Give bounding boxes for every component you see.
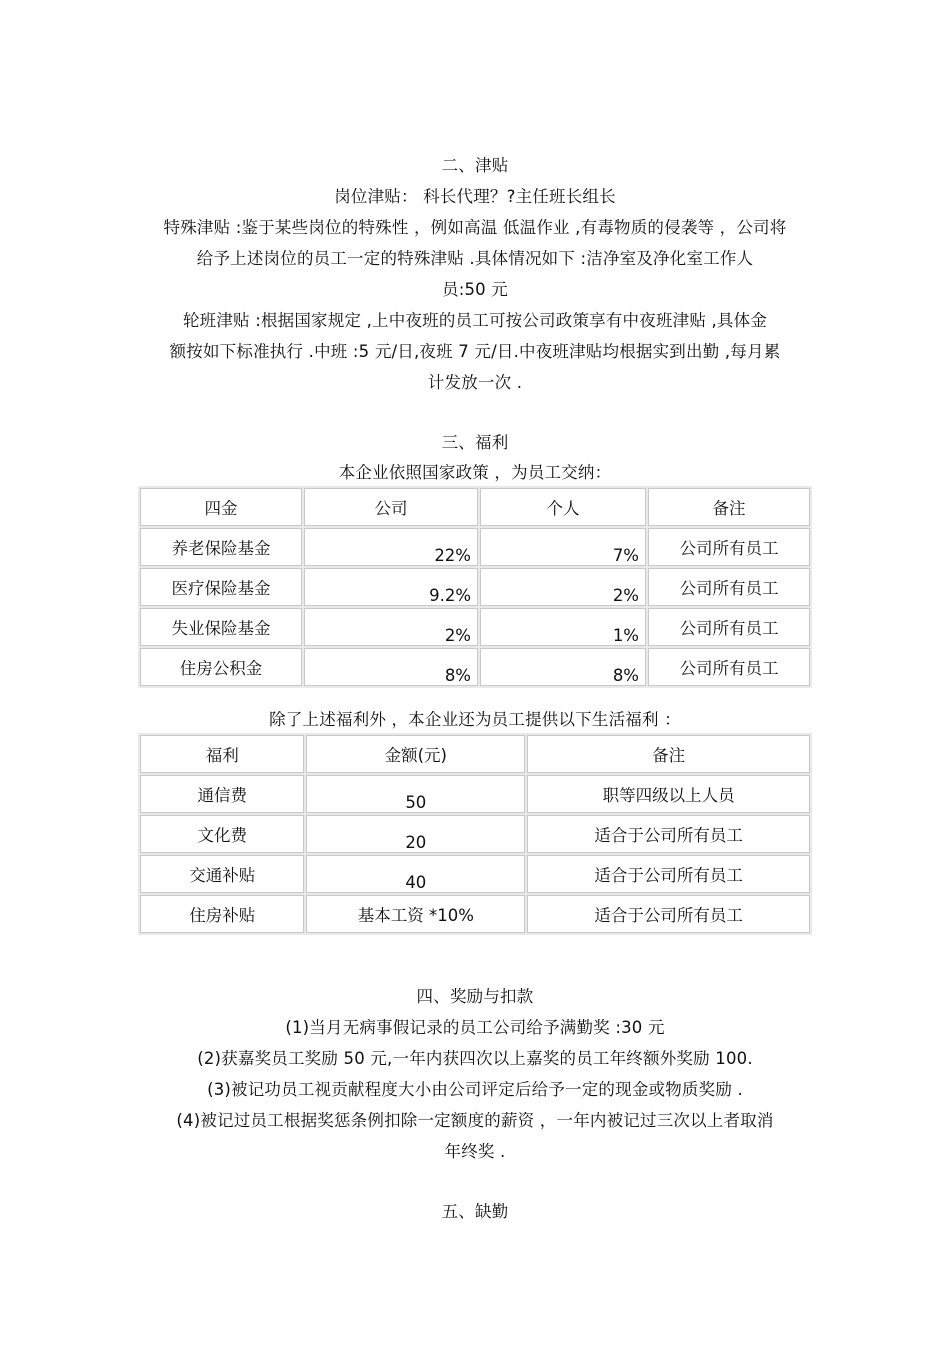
table-cell: 7% xyxy=(480,528,646,566)
table-cell: 8% xyxy=(480,648,646,686)
table-header-cell: 福利 xyxy=(140,735,304,773)
table-cell: 22% xyxy=(304,528,478,566)
table-row xyxy=(140,775,810,813)
paragraph-line: 计发放一次 . xyxy=(427,373,523,392)
table-cell: 50 xyxy=(306,775,525,813)
table-cell: 文化费 xyxy=(140,815,304,853)
welfare-intro-2: 除了上述福利外 ，本企业还为员工提供以下生活福利 ： xyxy=(269,710,681,729)
paragraph-line: 年终奖 . xyxy=(444,1142,506,1161)
table-cell: 9.2% xyxy=(304,568,478,606)
table-cell: 养老保险基金 xyxy=(140,528,302,566)
table-cell: 公司所有员工 xyxy=(648,528,810,566)
table-cell: 适合于公司所有员工 xyxy=(527,895,810,933)
table-cell: 1% xyxy=(480,608,646,646)
table-cell: 基本工资 *10% xyxy=(306,895,525,933)
table-header-cell: 四金 xyxy=(140,488,302,526)
table-row xyxy=(140,815,810,853)
table-header-cell: 公司 xyxy=(304,488,478,526)
table-cell: 公司所有员工 xyxy=(648,608,810,646)
welfare-intro: 本企业依照国家政策 ，为员工交纳： xyxy=(338,463,612,482)
table-row xyxy=(140,855,810,893)
section-heading-welfare: 三、福利 xyxy=(441,433,509,452)
paragraph-line: 员:50 元 xyxy=(442,280,508,299)
table-cell: 2% xyxy=(304,608,478,646)
table-cell: 适合于公司所有员工 xyxy=(527,815,810,853)
table-header-cell: 备注 xyxy=(527,735,810,773)
paragraph-line: 给予上述岗位的员工一定的特殊津贴 .具体情况如下 :洁净室及净化室工作人 xyxy=(196,249,754,268)
table-cell: 交通补贴 xyxy=(140,855,304,893)
table-cell: 公司所有员工 xyxy=(648,568,810,606)
table-cell: 住房补贴 xyxy=(140,895,304,933)
table-cell: 8% xyxy=(304,648,478,686)
insurance-table xyxy=(138,486,812,688)
table-row xyxy=(140,568,810,606)
section-heading-absence: 五、缺勤 xyxy=(441,1202,509,1221)
paragraph-line: 特殊津贴 :鉴于某些岗位的特殊性 ，例如高温 低温作业 ,有毒物质的侵袭等 ，公司将 xyxy=(163,218,787,237)
table-row xyxy=(140,648,810,686)
table-row xyxy=(140,895,810,933)
paragraph-line: 岗位津贴： 科长代理？?主任班长组长 xyxy=(334,187,616,206)
section-heading-allowance: 二、津贴 xyxy=(441,156,509,175)
table-cell: 通信费 xyxy=(140,775,304,813)
paragraph-line: 额按如下标准执行 .中班 :5 元/日,夜班 7 元/日.中夜班津贴均根据实到出勤 ,每月累 xyxy=(169,342,781,361)
paragraph-line: (2)获嘉奖员工奖励 50 元,一年内获四次以上嘉奖的员工年终额外奖励 100. xyxy=(197,1049,753,1068)
welfare-table xyxy=(138,733,812,935)
table-header-row xyxy=(140,735,810,773)
paragraph-line: (1)当月无病事假记录的员工公司给予满勤奖 :30 元 xyxy=(285,1018,665,1037)
table-cell: 公司所有员工 xyxy=(648,648,810,686)
table-header-cell: 金额(元) xyxy=(306,735,525,773)
table-cell: 适合于公司所有员工 xyxy=(527,855,810,893)
table-cell: 医疗保险基金 xyxy=(140,568,302,606)
table-header-cell: 备注 xyxy=(648,488,810,526)
paragraph-line: 轮班津贴 :根据国家规定 ,上中夜班的员工可按公司政策享有中夜班津贴 ,具体金 xyxy=(182,311,768,330)
table-header-cell: 个人 xyxy=(480,488,646,526)
paragraph-line: (4)被记过员工根据奖惩条例扣除一定额度的薪资 ，一年内被记过三次以上者取消 xyxy=(176,1111,774,1130)
section-heading-rewards: 四、奖励与扣款 xyxy=(416,987,534,1006)
table-cell: 20 xyxy=(306,815,525,853)
table-cell: 失业保险基金 xyxy=(140,608,302,646)
table-header-row xyxy=(140,488,810,526)
table-cell: 2% xyxy=(480,568,646,606)
table-row xyxy=(140,608,810,646)
table-cell: 住房公积金 xyxy=(140,648,302,686)
table-cell: 职等四级以上人员 xyxy=(527,775,810,813)
paragraph-line: (3)被记功员工视贡献程度大小由公司评定后给予一定的现金或物质奖励 . xyxy=(207,1080,743,1099)
table-row xyxy=(140,528,810,566)
table-cell: 40 xyxy=(306,855,525,893)
